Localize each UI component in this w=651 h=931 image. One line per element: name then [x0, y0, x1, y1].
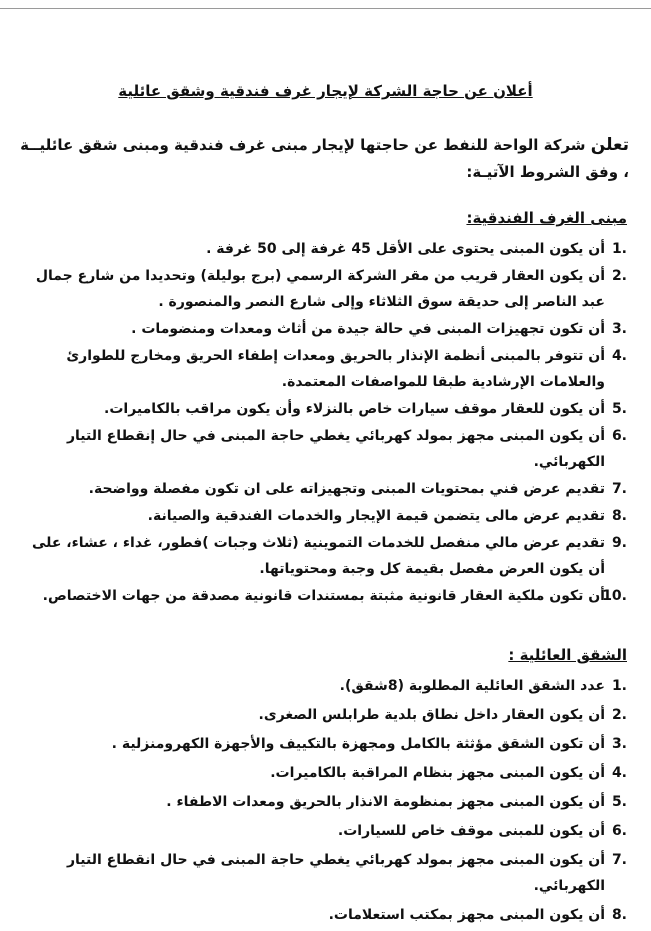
list-item-text: أن يكون المبنى مجهز بمولد كهربائي يغطي حاجة المبنى في حال إنقطاع التيار الكهربائي. — [66, 428, 605, 470]
list-item-number: 3. — [611, 321, 627, 337]
list-item — [27, 818, 627, 844]
list-item-number: 6. — [611, 428, 627, 444]
list-item-number: 4. — [611, 348, 627, 364]
list-item-text: أن يكون المبنى يحتوى على الأقل 45 غرفة إلى 50 غرفة . — [206, 241, 605, 257]
list-item-number: 2. — [611, 268, 627, 284]
list-item-text: تقديم عرض مالى يتضمن قيمة الإيجار والخدمات الفندقية والصيانة. — [147, 508, 605, 524]
list-item — [27, 902, 627, 928]
list-item — [27, 503, 627, 529]
hotel-section-heading: مبنى الغرف الفندقية: — [466, 209, 627, 227]
list-item — [27, 423, 627, 475]
list-item-text: أن تكون ملكية العقار قانونية مثبتة بمستندات قانونية مصدقة من جهات الاختصاص. — [42, 588, 605, 604]
list-item-number: 1. — [611, 678, 627, 694]
list-item-text: أن يكون العقار قريب من مقر الشركة الرسمي (برج بوليلة) وتحديدا من شارع جمال عبد الناصر إلى حديقة سوق الثلاثاء وإلى شارع النصر والمنصورة . — [35, 268, 605, 310]
list-item-number: 3. — [611, 736, 627, 752]
document-title: أعلان عن حاجة الشركة لإيجار غرف فندقية وشقق عائلية — [118, 82, 533, 100]
list-item-text: أن تتوفر بالمبنى أنظمة الإنذار بالحريق ومعدات إطفاء الحريق ومخارج للطوارئ والعلامات الإرشادية طبقا للمواصفات المعتمدة. — [66, 348, 605, 390]
intro-lead-word: تعلن — [590, 135, 629, 155]
list-item-text: أن يكون المبنى مجهز بمولد كهربائي يغطي حاجة المبنى في حال انقطاع التيار الكهربائي. — [66, 852, 605, 894]
list-item-text: عدد الشقق العائلية المطلوبة (8شقق). — [339, 678, 605, 694]
list-item-number: 2. — [611, 707, 627, 723]
list-item-number: 9. — [611, 535, 627, 551]
list-item-text: أن يكون المبنى مجهز بنظام المراقبة بالكاميرات. — [270, 765, 605, 781]
list-item-number: 7. — [611, 481, 627, 497]
list-item-text: تقديم عرض فني بمحتويات المبنى وتجهيزاته على ان تكون مفصلة وواضحة. — [88, 481, 605, 497]
list-item-text: أن يكون للعقار موقف سيارات خاص بالنزلاء وأن يكون مراقب بالكاميرات. — [104, 401, 605, 417]
list-item — [27, 583, 627, 609]
list-item — [27, 702, 627, 728]
list-item-number: 5. — [611, 794, 627, 810]
list-item — [27, 530, 627, 582]
intro-text: شركة الواحة للنفط عن حاجتها لإيجار مبنى غرف فندقية ومبنى شقق عائليــة ، وفق الشروط الآتيـة: — [20, 136, 629, 181]
list-item-text: أن يكون للمبنى موقف خاص للسيارات. — [337, 823, 605, 839]
family-section-heading: الشقق العائلية : — [508, 646, 627, 664]
list-item-text: أن يكون المبنى مجهز بمنظومة الانذار بالحريق ومعدات الاطفاء . — [166, 794, 605, 810]
list-item — [27, 236, 627, 262]
list-item — [27, 263, 627, 315]
list-item-number: 1. — [611, 241, 627, 257]
top-rule — [0, 8, 651, 9]
list-item — [27, 847, 627, 899]
list-item — [27, 316, 627, 342]
list-item-number: 8. — [611, 508, 627, 524]
list-item-number: 5. — [611, 401, 627, 417]
hotel-conditions-list — [27, 236, 627, 610]
family-conditions-list — [27, 673, 627, 931]
list-item — [27, 396, 627, 422]
list-item-number: 4. — [611, 765, 627, 781]
list-item — [27, 789, 627, 815]
intro-paragraph — [17, 132, 629, 186]
list-item-text: تقديم عرض مالي منفصل للخدمات التموينية (ثلاث وجبات )فطور، غداء ، عشاء، على أن يكون العرض مفصل بقيمة كل وجبة ومحتوياتها. — [31, 535, 605, 577]
list-item-number: 8. — [611, 907, 627, 923]
list-item — [27, 476, 627, 502]
list-item-text: أن يكون المبنى مجهز بمكتب استعلامات. — [328, 907, 605, 923]
list-item-text: أن تكون تجهيزات المبنى في حالة جيدة من أثاث ومعدات ومنضومات . — [131, 321, 605, 337]
list-item — [27, 343, 627, 395]
list-item-number: 6. — [611, 823, 627, 839]
list-item-number: 7. — [611, 852, 627, 868]
list-item-text: أن يكون العقار داخل نطاق بلدية طرابلس الصغرى. — [258, 707, 605, 723]
list-item-text: أن تكون الشقق مؤثثة بالكامل ومجهزة بالتكييف والأجهزة الكهرومنزلية . — [111, 736, 605, 752]
list-item — [27, 760, 627, 786]
list-item-number: 10. — [602, 588, 627, 604]
list-item — [27, 731, 627, 757]
list-item — [27, 673, 627, 699]
